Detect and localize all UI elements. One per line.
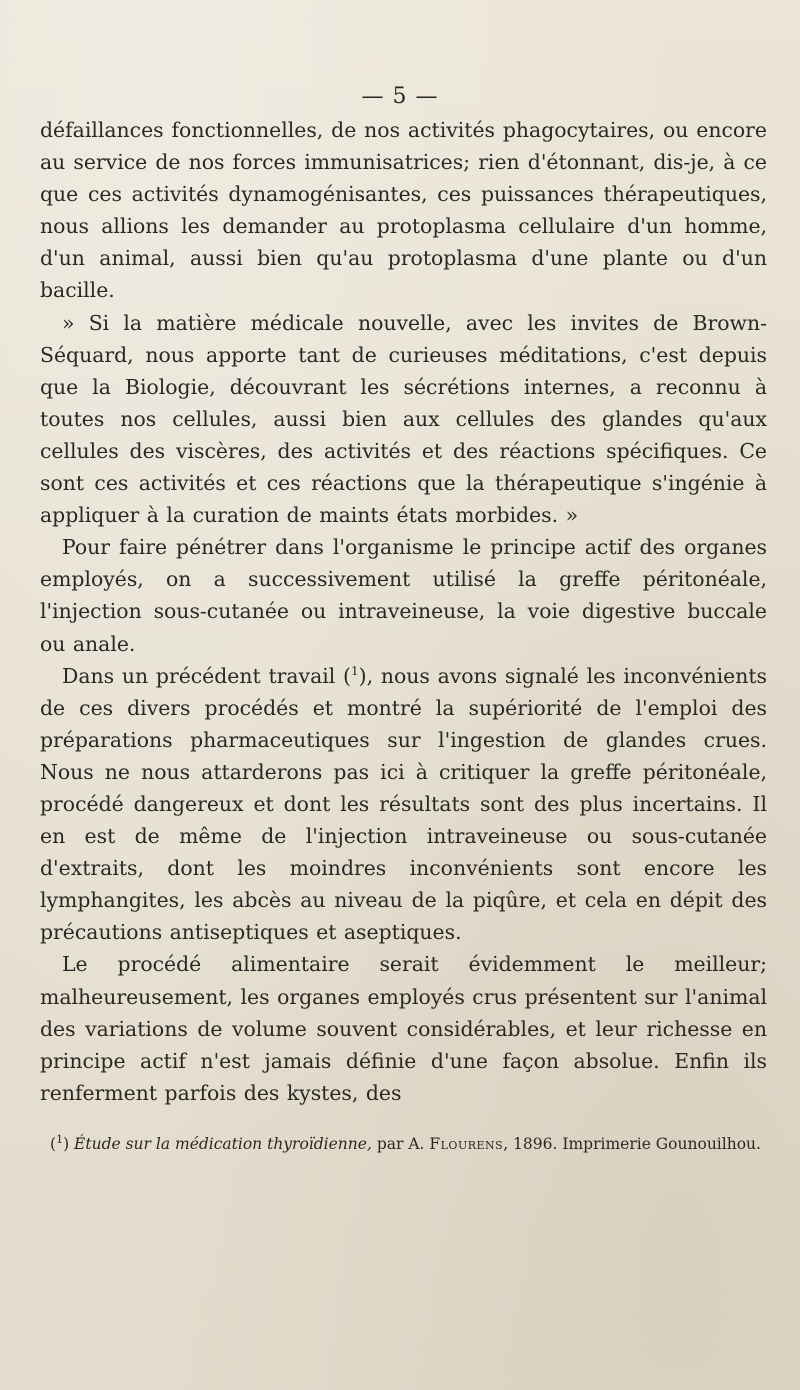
footnote-reference: 1 — [351, 663, 359, 678]
page-number: — 5 — — [361, 84, 439, 109]
paragraph-4-end: ), nous avons signalé les inconvénients de ces divers procédés et montré la supériorité de l'emploi des préparations pharmaceutiques sur l'ingestion de glandes crues. Nous ne nous attarderons pas ici à critiquer la greffe péritonéale, procédé dangereux et dont les résultats sont des plus incertains. Il en est de même de l'injection intraveineuse ou sous-cutanée d'extraits, dont les moindres inconvénients sont encore les lymphangites, les abcès au niveau de la piqûre, et cela en dépit des précautions antiseptiques et aseptiques. — [40, 663, 767, 945]
paragraph-4-start: Dans un précédent travail ( — [62, 663, 351, 688]
paragraph-2: » Si la matière médicale nouvelle, avec les invites de Brown-Séquard, nous apporte tant de curieuses méditations, c'est depuis que la Biologie, découvrant les sécrétions internes, a reconnu à toutes nos cellules, aussi bien aux cellules des glandes qu'aux cellules des viscères, des activités et des réactions spécifiques. Ce sont ces activités et ces réactions que la thérapeutique s'ingénie à appliquer à la curation de maints états morbides. » — [40, 310, 767, 528]
footnote-mark: 1 — [56, 1132, 64, 1146]
footnote-rest: , 1896. Imprimerie Gounouilhou. — [503, 1135, 761, 1153]
paragraph-1: défaillances fonctionnelles, de nos activités phagocytaires, ou encore au service de nos forces immunisatrices; rien d'étonnant, dis-je, à ce que ces activités dynamogénisantes, ces puissances thérapeutiques, nous allions les demander au protoplasma cellulaire d'un homme, d'un animal, aussi bien qu'au protoplasma d'une plante ou d'un bacille. — [40, 118, 767, 303]
paragraph-4 — [40, 660, 767, 949]
footnote: ($^1$) Étude sur la médication thyroïdienne, par A. Flourens, 1896. Imprimerie Gounouilhou. — [50, 1132, 761, 1153]
footnote-author: Flourens — [429, 1135, 504, 1153]
footnote-title: Étude sur la médication thyroïdienne, — [74, 1135, 372, 1153]
paragraph-5: Le procédé alimentaire serait évidemment le meilleur; malheureusement, les organes employés crus présentent sur l'animal des variations de volume souvent considérables, et leur richesse en principe actif n'est jamais définie d'une façon absolue. Enfin ils renferment parfois des kystes, des — [40, 952, 767, 1105]
footnote-by: par A. — [371, 1135, 430, 1153]
paragraph-3: Pour faire pénétrer dans l'organisme le principe actif des organes employés, on a successivement utilisé la greffe péritonéale, l'injection sous-cutanée ou intraveineuse, la voie digestive buccale ou anale. — [40, 535, 767, 656]
body-text — [40, 114, 767, 1109]
